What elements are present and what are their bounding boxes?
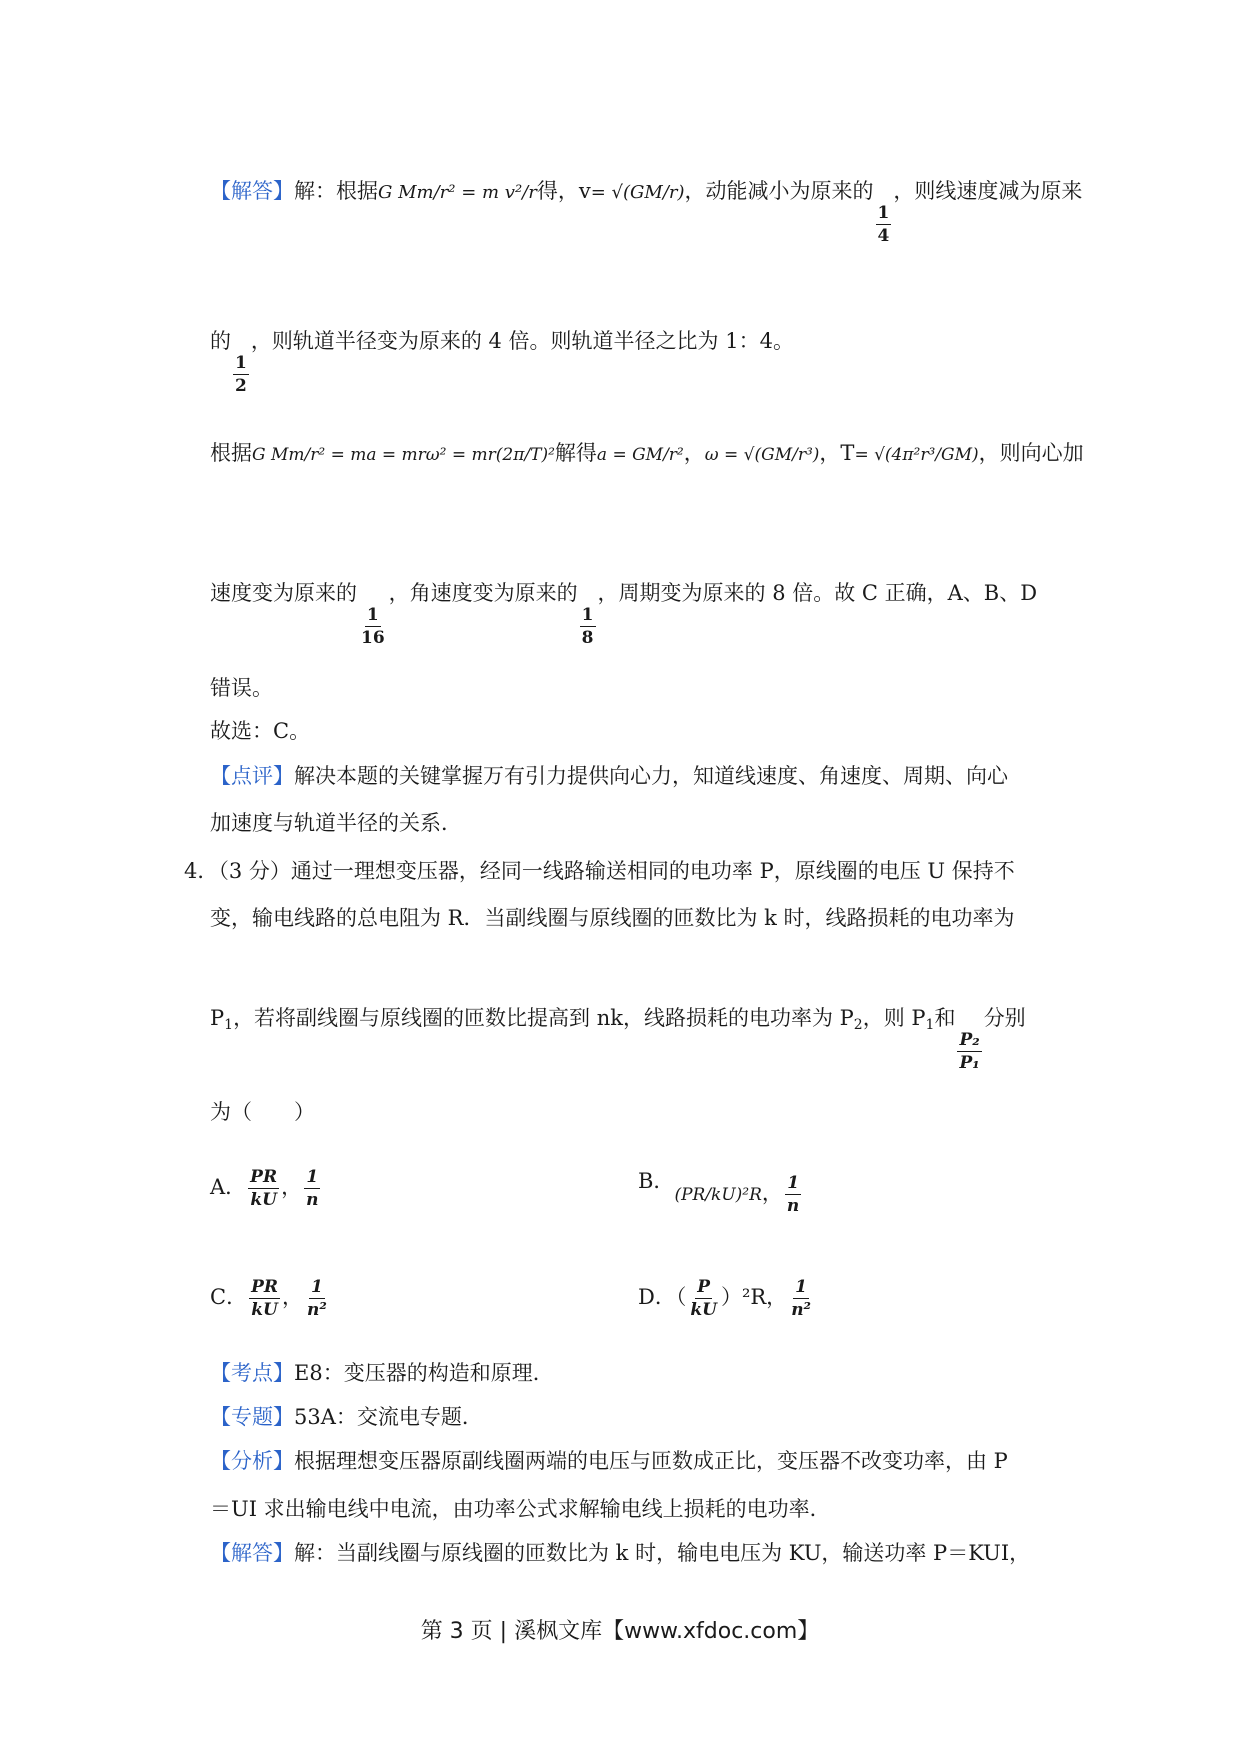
comment-line-2: 加速度与轨道半径的关系． <box>210 811 462 835</box>
answer-line-1 <box>210 176 1082 247</box>
formula-period: = √(4π²r³/GM) <box>854 445 979 465</box>
text: 根据 <box>210 441 252 465</box>
text: ，周期变为原来的 8 倍。故 C 正确，A、B、D <box>597 581 1038 605</box>
answer-line-4 <box>210 578 1037 649</box>
answer-choice: 故选：C。 <box>210 719 311 743</box>
page-footer: 第 3 页 | 溪枫文库【www.xfdoc.com】 <box>420 1619 820 1644</box>
subscript: 2 <box>853 1017 863 1033</box>
fraction-pr-ku: $\frac{PR}{kU}$ <box>250 1167 278 1210</box>
zhuanti-tag: 【专题】 <box>210 1405 294 1429</box>
option-label: B． <box>638 1169 675 1193</box>
text: 解：当副线圈与原线圈的匝数比为 k 时，输电电压为 KU，输送功率 P＝KUI， <box>294 1541 1031 1565</box>
text: E8：变压器的构造和原理． <box>294 1361 554 1385</box>
text: ，则轨道半径变为原来的 4 倍。则轨道半径之比为 1：4。 <box>250 329 794 353</box>
question-4-line-3 <box>210 1003 1026 1074</box>
formula-acceleration: a = GM/r² <box>596 445 684 465</box>
text: ）²R， <box>720 1285 788 1309</box>
fraction-one-n-squared: $\frac{1}{\text{n²}}$ <box>307 1277 327 1320</box>
text: 解：根据 <box>294 179 378 203</box>
fraction-one-eighth: $\frac{1}{8}$ <box>581 605 594 648</box>
option-b: B．(PR/kU)²R， $\frac{1}{n}$ <box>638 1169 800 1216</box>
comment-tag: 【点评】 <box>210 764 294 788</box>
fenxi-tag: 【分析】 <box>210 1449 294 1473</box>
formula-omega: ω = √(GM/r³) <box>704 445 820 465</box>
text: 解决本题的关键掌握万有引力提供向心力，知道线速度、角速度、周期、向心 <box>294 764 1008 788</box>
fraction-p2-over-p1: $\frac{\text{P₂}}{\text{P₁}}$ <box>959 1030 980 1073</box>
text: ，则线速度减为原来 <box>893 179 1083 203</box>
option-d <box>638 1276 815 1321</box>
text: 53A：交流电专题． <box>294 1405 483 1429</box>
formula-velocity: = √(GM/r) <box>590 182 685 203</box>
question-4-line-4: 为（ ） <box>210 1100 315 1124</box>
fraction-one-quarter: $\frac{1}{4}$ <box>877 203 890 246</box>
option-label: C． <box>210 1285 248 1309</box>
option-label: A． <box>210 1175 247 1199</box>
formula-option-b: (PR/kU)²R <box>674 1185 762 1205</box>
text: 得，v <box>536 179 591 203</box>
text: 分别 <box>983 1006 1026 1030</box>
fenxi-line-2: ＝UI 求出输电线中电流，由功率公式求解输电线上损耗的电功率． <box>210 1497 831 1521</box>
answer-line-2 <box>210 326 794 397</box>
subscript: 1 <box>224 1017 234 1033</box>
text: P <box>210 1006 225 1030</box>
text: ，T <box>819 441 855 465</box>
question-4-line-2: 变，输电线路的总电阻为 R．当副线圈与原线圈的匝数比为 k 时，线路损耗的电功率为 <box>210 906 1015 930</box>
text: ，动能减小为原来的 <box>684 179 874 203</box>
text: ，则向心加 <box>978 441 1084 465</box>
fraction-one-n: $\frac{1}{n}$ <box>786 1173 800 1216</box>
text: 根据理想变压器原副线圈两端的电压与匝数成正比，变压器不改变功率，由 P <box>294 1449 1008 1473</box>
jieda-tag: 【解答】 <box>210 1541 294 1565</box>
kaodian-tag: 【考点】 <box>210 1361 294 1385</box>
question-4-line-1: 4．（3 分）通过一理想变压器，经同一线路输送相同的电功率 P，原线圈的电压 U 保持不 <box>184 859 1015 883</box>
text: ，若将副线圈与原线圈的匝数比提高到 nk，线路损耗的电功率为 P <box>233 1006 854 1030</box>
formula-gravity: G Mm/r² = m v²/r <box>378 182 537 203</box>
text: ，则 P <box>862 1006 926 1030</box>
fraction-one-n-squared: $\frac{1}{\text{n²}}$ <box>791 1277 811 1320</box>
jieda-line <box>210 1538 1030 1568</box>
option-a: A． $\frac{PR}{kU}$ ， $\frac{1}{n}$ <box>210 1167 319 1210</box>
text: ， <box>683 441 705 465</box>
fraction-p-ku: $\frac{P}{kU}$ <box>690 1277 717 1320</box>
subscript: 1 <box>925 1017 935 1033</box>
option-label: D． <box>638 1285 676 1309</box>
comment-line-1 <box>210 761 1008 791</box>
text: 和 <box>934 1006 956 1030</box>
fenxi-line-1 <box>210 1446 1008 1476</box>
text: ，角速度变为原来的 <box>388 581 578 605</box>
answer-line-3 <box>210 438 1084 470</box>
text: 解得 <box>554 441 597 465</box>
formula-centripetal: G Mm/r² = ma = mrω² = mr(2π/T)² <box>252 445 555 465</box>
fraction-one-n: $\frac{1}{n}$ <box>306 1167 319 1210</box>
option-c: C． $\frac{PR}{kU}$ ， $\frac{1}{\text{n²}}$ <box>210 1277 327 1320</box>
kaodian-line <box>210 1358 554 1388</box>
answer-line-5: 错误。 <box>210 676 273 700</box>
zhuanti-line <box>210 1402 483 1432</box>
fraction-pr-ku: $\frac{PR}{kU}$ <box>251 1277 278 1320</box>
fraction-one-sixteenth: $\frac{1}{16}$ <box>361 605 385 648</box>
answer-tag: 【解答】 <box>210 179 294 203</box>
text: 的 <box>210 329 231 353</box>
text: 速度变为原来的 <box>210 581 357 605</box>
paren: （ <box>675 1285 687 1309</box>
fraction-one-half: $\frac{1}{2}$ <box>235 353 247 396</box>
